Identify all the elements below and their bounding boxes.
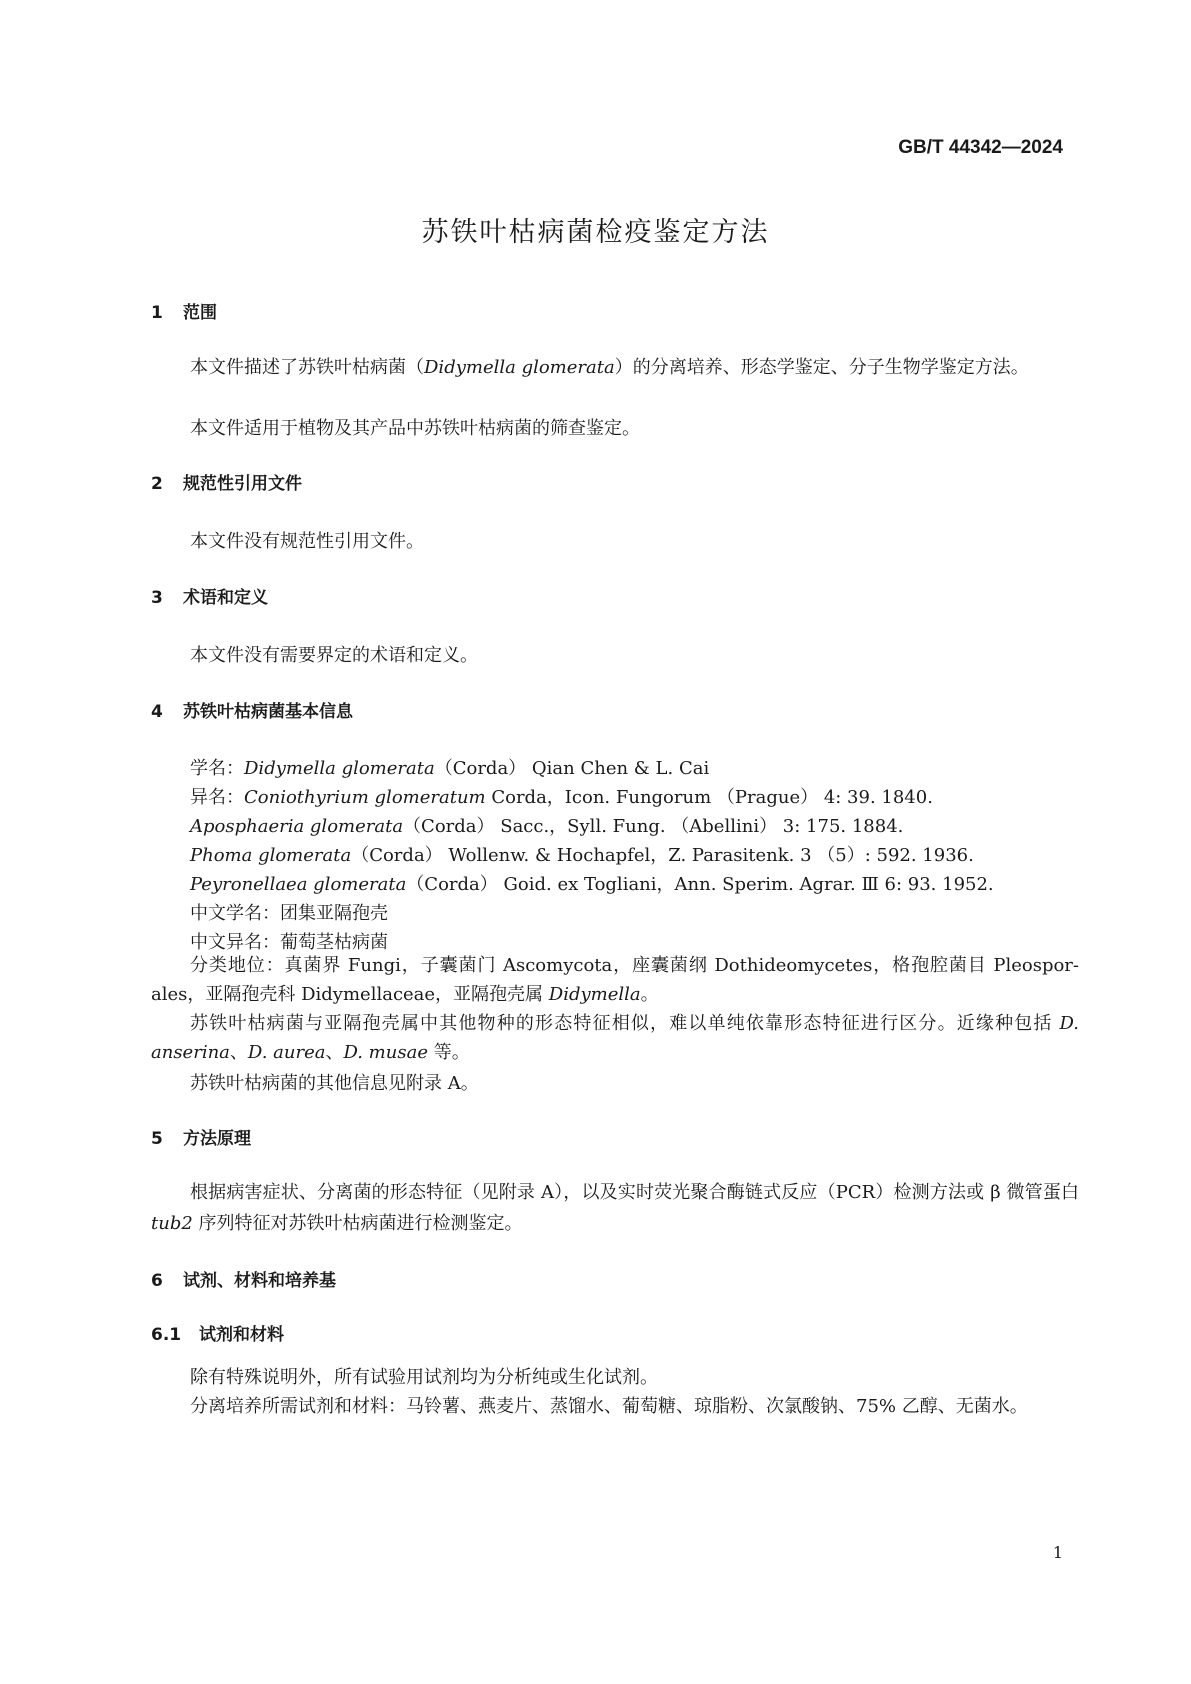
- section-number: 5: [151, 1129, 163, 1149]
- document-title: 苏铁叶枯病菌检疫鉴定方法: [421, 217, 770, 248]
- text: （Corda） Sacc.，Syll. Fung. （Abellini） 3: 175. 1884.: [403, 816, 904, 837]
- genus-name: Didymella: [548, 984, 641, 1005]
- section-title: 试剂和材料: [199, 1325, 284, 1345]
- reagents-paragraph-2: 分离培养所需试剂和材料：马铃薯、燕麦片、蒸馏水、葡萄糖、琼脂粉、次氯酸钠、75% 乙醇、无菌水。: [190, 1396, 1028, 1417]
- text: 等。: [427, 1042, 470, 1063]
- species-name: Aposphaeria glomerata: [190, 816, 404, 837]
- section-title: 试剂、材料和培养基: [183, 1271, 336, 1291]
- label: 学名：: [190, 758, 244, 779]
- species-name: D. musae: [343, 1042, 428, 1063]
- text: 。: [640, 984, 659, 1005]
- species-name: D. anserina: [151, 1013, 1079, 1063]
- gene-name: tub2: [151, 1213, 193, 1234]
- text: 、: [325, 1042, 344, 1063]
- species-name: Didymella glomerata: [424, 357, 615, 378]
- text: （Corda） Wollenw. & Hochapfel，Z. Parasitenk. 3 （5）: 592. 1936.: [351, 845, 974, 866]
- text: 苏铁叶枯病菌与亚隔孢壳属中其他物种的形态特征相似，难以单纯依靠形态特征进行区分。近缘种包括: [190, 1013, 1060, 1034]
- references-paragraph: 本文件没有规范性引用文件。: [190, 531, 424, 552]
- taxonomy-paragraph: [151, 951, 1079, 1009]
- synonym-line-4: [190, 870, 994, 896]
- section-title: 范围: [183, 303, 217, 323]
- other-info-line: 苏铁叶枯病菌的其他信息见附录 A。: [190, 1073, 479, 1094]
- section-title: 苏铁叶枯病菌基本信息: [183, 702, 353, 722]
- section-number: 6: [151, 1271, 163, 1291]
- species-name: Phoma glomerata: [190, 845, 352, 866]
- scientific-name-line: [190, 754, 709, 780]
- text: （Corda） Qian Chen & L. Cai: [434, 758, 710, 779]
- principle-paragraph: [151, 1177, 1079, 1239]
- text: （Corda） Goid. ex Togliani，Ann. Sperim. Agrar. Ⅲ 6: 93. 1952.: [406, 874, 994, 895]
- section-number: 4: [151, 702, 163, 722]
- chinese-scientific-name: 中文学名：团集亚隔孢壳: [190, 903, 388, 924]
- section-3-heading: [151, 583, 268, 608]
- synonym-line-2: [190, 812, 903, 838]
- section-number: 3: [151, 588, 163, 608]
- section-6-1-heading: [151, 1320, 284, 1345]
- text: ）的分离培养、形态学鉴定、分子生物学鉴定方法。: [614, 357, 1029, 378]
- section-1-heading: [151, 298, 217, 323]
- text: 本文件描述了苏铁叶枯病菌（: [190, 357, 424, 378]
- page-number: 1: [1052, 1543, 1063, 1562]
- text: 根据病害症状、分离菌的形态特征（见附录 A），以及实时荧光聚合酶链式反应（PCR）检测方法或 β 微管蛋白: [190, 1182, 1079, 1203]
- section-title: 方法原理: [183, 1129, 251, 1149]
- scope-paragraph-2: 本文件适用于植物及其产品中苏铁叶枯病菌的筛查鉴定。: [190, 418, 640, 439]
- terms-paragraph: 本文件没有需要界定的术语和定义。: [190, 645, 478, 666]
- section-6-heading: [151, 1266, 336, 1291]
- section-title: 规范性引用文件: [183, 474, 302, 494]
- standard-code: GB/T 44342—2024: [898, 137, 1063, 158]
- text: Corda，Icon. Fungorum （Prague） 4: 39. 1840.: [485, 787, 933, 808]
- chinese-synonym: 中文异名：葡萄茎枯病菌: [190, 932, 388, 953]
- section-5-heading: [151, 1124, 251, 1149]
- scope-paragraph-1: [151, 352, 1079, 383]
- section-number: 1: [151, 303, 163, 323]
- section-2-heading: [151, 469, 302, 494]
- section-4-heading: [151, 697, 353, 722]
- section-number: 2: [151, 474, 163, 494]
- text: 分类地位：真菌界 Fungi，子囊菌门 Ascomycota，座囊菌纲 Dothideomycetes，格孢腔菌目 Pleospor-ales，亚隔孢壳科 Didymellaceae，亚隔孢壳属: [151, 955, 1079, 1005]
- text: 序列特征对苏铁叶枯病菌进行检测鉴定。: [192, 1213, 523, 1234]
- species-name: D. aurea: [247, 1042, 326, 1063]
- text: 、: [229, 1042, 248, 1063]
- species-name: Peyronellaea glomerata: [190, 874, 407, 895]
- label: 异名：: [190, 787, 244, 808]
- synonym-line-1: [190, 783, 933, 809]
- species-name: Didymella glomerata: [244, 758, 435, 779]
- related-species-paragraph: [151, 1009, 1079, 1067]
- species-name: Coniothyrium glomeratum: [244, 787, 486, 808]
- reagents-paragraph-1: 除有特殊说明外，所有试验用试剂均为分析纯或生化试剂。: [190, 1367, 658, 1388]
- section-number: 6.1: [151, 1325, 182, 1345]
- synonym-line-3: [190, 841, 974, 867]
- section-title: 术语和定义: [183, 588, 268, 608]
